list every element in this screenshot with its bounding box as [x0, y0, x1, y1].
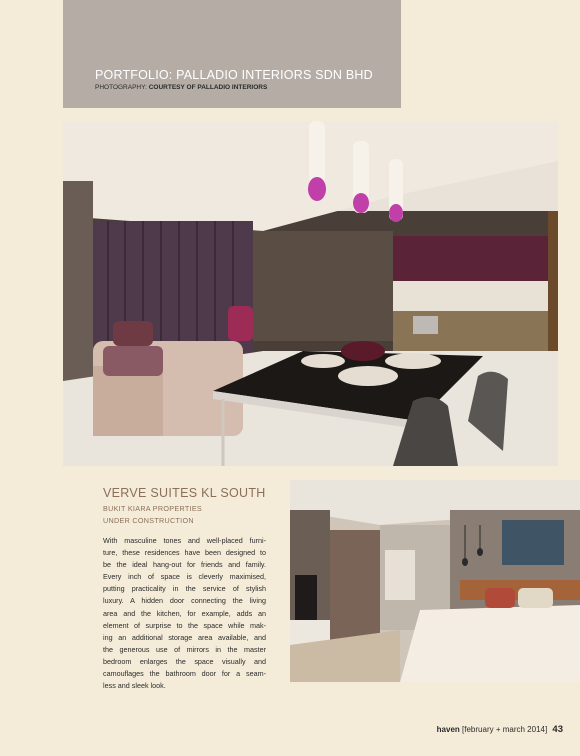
footer-issue: [february + march 2014]: [462, 725, 548, 734]
article-title: VERVE SUITES KL SOUTH: [103, 486, 266, 500]
body-line: bedroom enlarges the space visually and: [103, 656, 266, 666]
portfolio-title: PORTFOLIO: PALLADIO INTERIORS SDN BHD: [95, 68, 373, 82]
living-dining-photo: [63, 121, 558, 466]
body-line: ing an additional storage area available, and: [103, 632, 266, 642]
body-line: Every inch of space is cleverly maximised,: [103, 572, 266, 582]
body-line: area and the kitchen, for example, adds an: [103, 608, 266, 618]
body-line: element of surprise to the space while mak-: [103, 620, 266, 630]
bedroom-photo: [290, 480, 580, 682]
page-footer: [437, 724, 563, 735]
page-number: 43: [552, 724, 563, 735]
body-line: With masculine tones and well-placed furni-: [103, 536, 266, 545]
body-line: putting practicality in the service of stylish: [103, 584, 266, 594]
photo-credit-label: PHOTOGRAPHY:: [95, 84, 147, 91]
footer-brand: haven: [436, 725, 460, 734]
article-status: UNDER CONSTRUCTION: [103, 516, 194, 525]
header-box: [63, 0, 401, 108]
body-line: be the ideal hang-out for friends and family.: [103, 560, 266, 570]
article-developer: BUKIT KIARA PROPERTIES: [103, 504, 203, 513]
body-line: less and sleek look.: [103, 681, 166, 691]
body-line: the generous use of mirrors in the master: [103, 644, 266, 654]
body-line: luxury. A hidden door connecting the living: [103, 596, 266, 606]
photo-credit-value: COURTESY OF PALLADIO INTERIORS: [148, 84, 268, 91]
body-line: camouflages the bathroom door for a seam-: [103, 669, 266, 679]
body-line: ture, these residences have been designed to: [103, 548, 266, 558]
photo-credit: [95, 84, 267, 91]
article-body: [103, 535, 266, 692]
